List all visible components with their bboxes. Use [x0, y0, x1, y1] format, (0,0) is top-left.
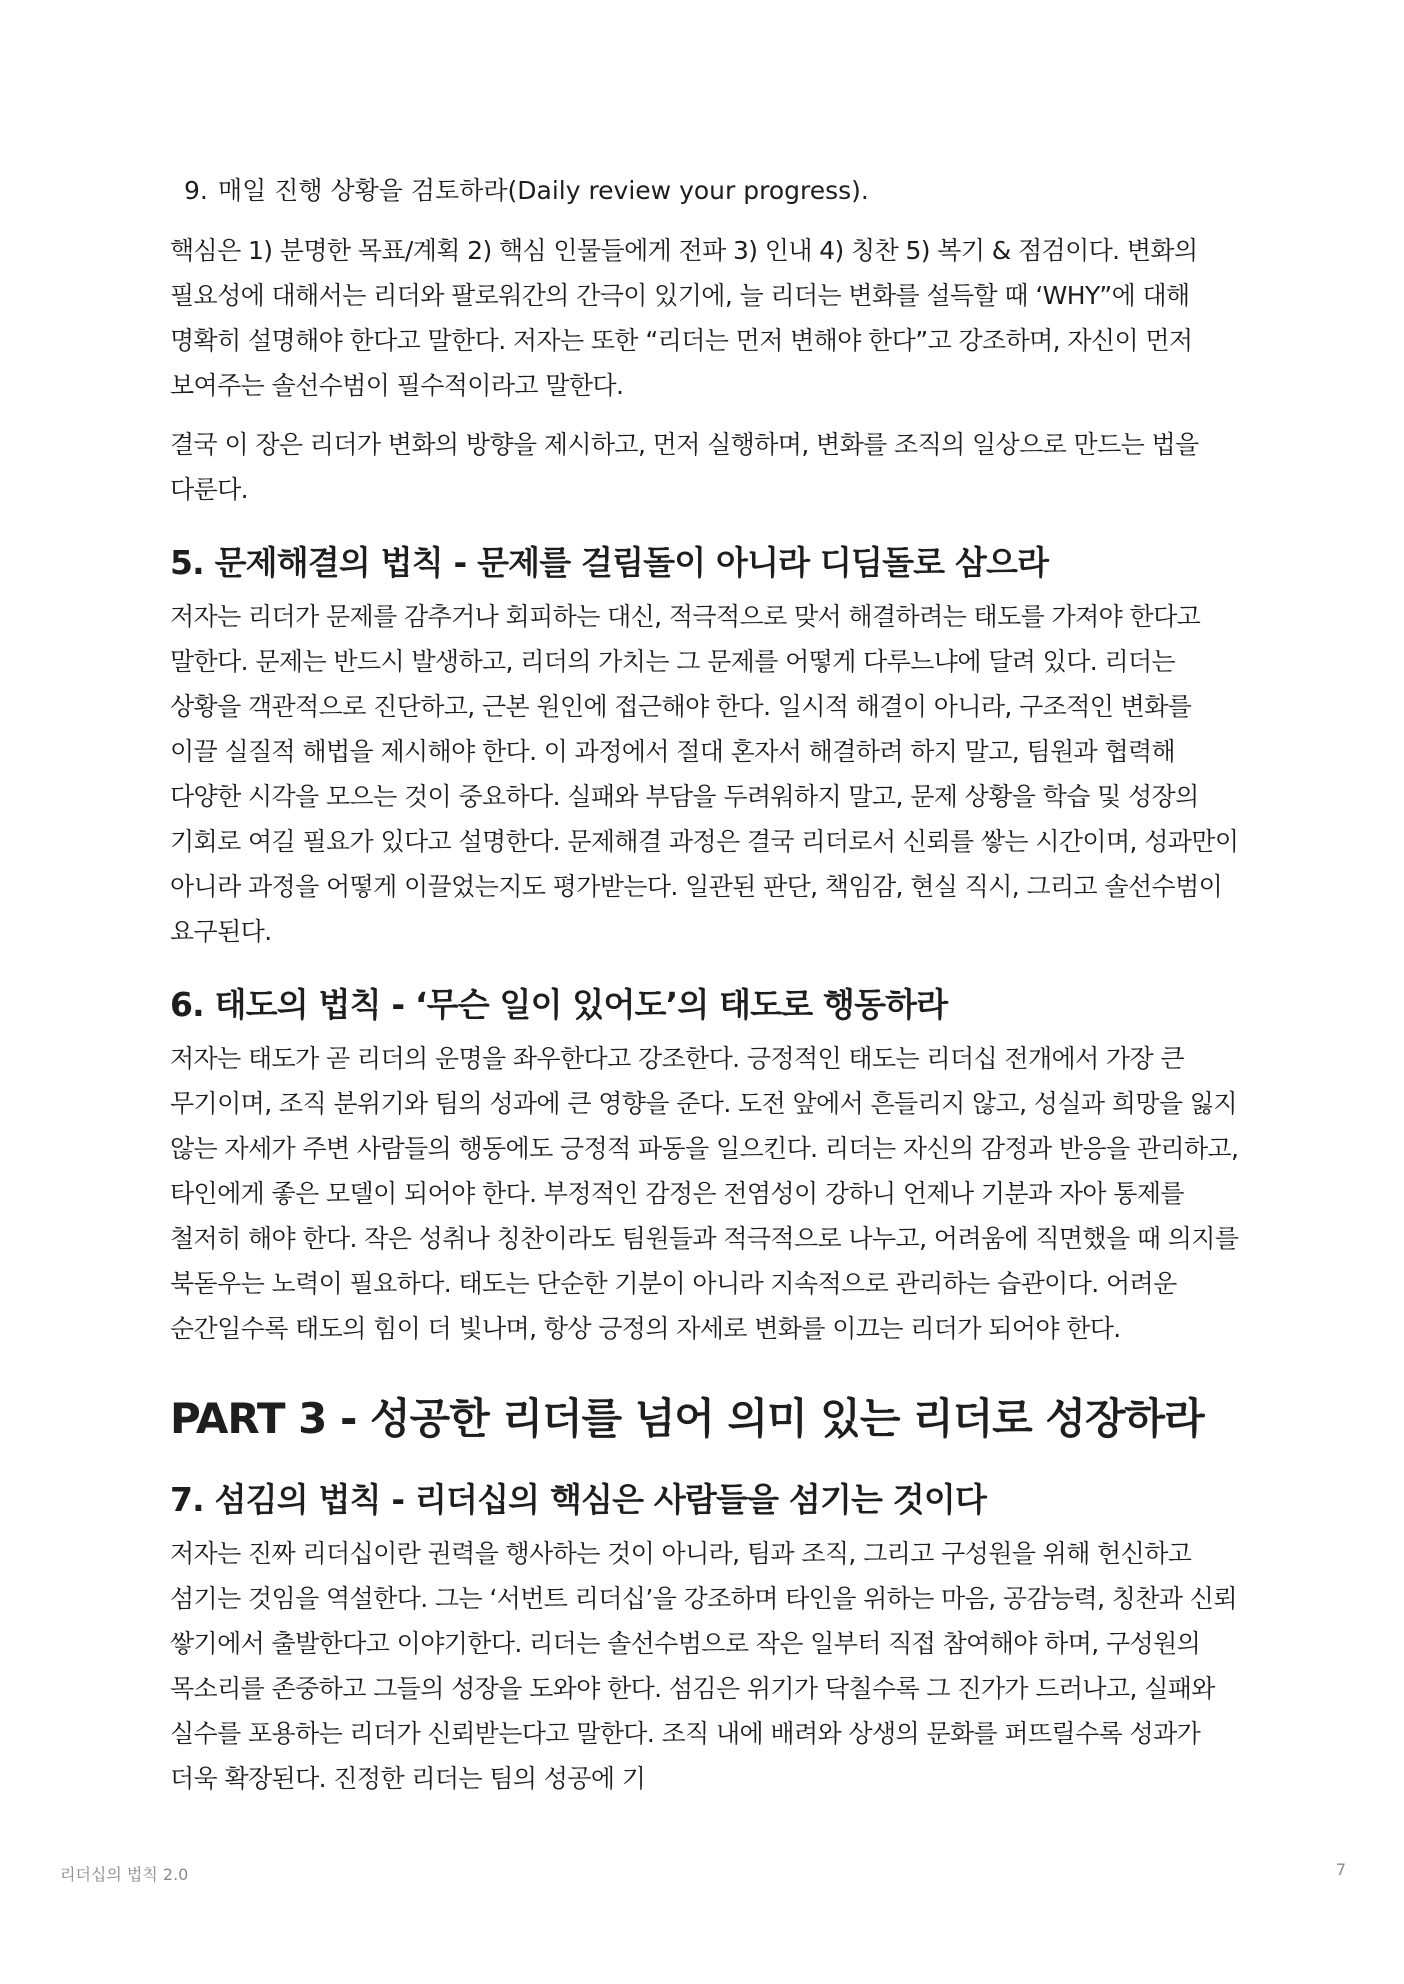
section-6-body: 저자는 태도가 곧 리더의 운명을 좌우한다고 강조한다. 긍정적인 태도는 리더십 전개에서 가장 큰 무기이며, 조직 분위기와 팀의 성과에 큰 영향을 준다. 도전 앞에서 흔들리지 않고, 성실과 희망을 잃지 않는 자세가 주변 사람들의 행동에도 긍정적 파동을 일으킨다. 리더는 자신의 감정과 반응을 관리하고, 타인에게 좋은 모델이 되어야 한다. 부정적인 감정은 전염성이 강하니 언제나 기분과 자아 통제를 철저히 해야 한다. 작은 성취나 칭찬이라도 팀원들과 적극적으로 나누고, 어려움에 직면했을 때 의지를 북돋우는 노력이 필요하다. 태도는 단순한 기분이 아니라 지속적으로 관리하는 습관이다. 어려운 순간일수록 태도의 힘이 더 빛나며, 항상 긍정의 자세로 변화를 이끄는 리더가 되어야 한다. — [170, 1044, 1239, 1343]
section-7-body: 저자는 진짜 리더십이란 권력을 행사하는 것이 아니라, 팀과 조직, 그리고 구성원을 위해 헌신하고 섬기는 것임을 역설한다. 그는 ‘서번트 리더십’을 강조하며 타인을 위하는 마음, 공감능력, 칭찬과 신뢰 쌓기에서 출발한다고 이야기한다. 리더는 솔선수범으로 작은 일부터 직접 참여해야 하며, 구성원의 목소리를 존중하고 그들의 성장을 도와야 한다. 섬김은 위기가 닥칠수록 그 진가가 드러나고, 실패와 실수를 포용하는 리더가 신뢰받는다고 말한다. 조직 내에 배려와 상생의 문화를 퍼뜨릴수록 성과가 더욱 확장된다. 진정한 리더는 팀의 성공에 기 — [170, 1539, 1237, 1793]
footer-book-title: 리더십의 법칙 2.0 — [60, 1865, 189, 1884]
part-3-heading: PART 3 - 성공한 리더를 넘어 의미 있는 리더로 성장하라 — [170, 1394, 1204, 1443]
footer-page-number: 7 — [1335, 1860, 1346, 1879]
list-item-text: 매일 진행 상황을 검토하라(Daily review your progress). — [218, 176, 869, 205]
document-page — [170, 168, 1240, 1815]
section-7-heading: 7. 섬김의 법칙 - 리더십의 핵심은 사람들을 섬기는 것이다 — [170, 1480, 987, 1519]
section-6-heading: 6. 태도의 법칙 - ‘무슨 일이 있어도’의 태도로 행동하라 — [170, 985, 948, 1024]
section-5-body: 저자는 리더가 문제를 감추거나 회피하는 대신, 적극적으로 맞서 해결하려는 태도를 가져야 한다고 말한다. 문제는 반드시 발생하고, 리더의 가치는 그 문제를 어떻게 다루느냐에 달려 있다. 리더는 상황을 객관적으로 진단하고, 근본 원인에 접근해야 한다. 일시적 해결이 아니라, 구조적인 변화를 이끌 실질적 해법을 제시해야 한다. 이 과정에서 절대 혼자서 해결하려 하지 말고, 팀원과 협력해 다양한 시각을 모으는 것이 중요하다. 실패와 부담을 두려워하지 말고, 문제 상황을 학습 및 성장의 기회로 여길 필요가 있다고 설명한다. 문제해결 과정은 결국 리더로서 신뢰를 쌓는 시간이며, 성과만이 아니라 과정을 어떻게 이끌었는지도 평가받는다. 일관된 판단, 책임감, 현실 직시, 그리고 솔선수범이 요구된다. — [170, 602, 1239, 946]
list-item — [184, 168, 1240, 214]
intro-paragraph-2: 결국 이 장은 리더가 변화의 방향을 제시하고, 먼저 실행하며, 변화를 조직의 일상으로 만드는 법을 다룬다. — [170, 430, 1199, 504]
list-item-number: 9. — [184, 176, 208, 205]
section-5-heading: 5. 문제해결의 법칙 - 문제를 걸림돌이 아니라 디딤돌로 삼으라 — [170, 543, 1049, 582]
intro-paragraph-1: 핵심은 1) 분명한 목표/계획 2) 핵심 인물들에게 전파 3) 인내 4) 칭찬 5) 복기 & 점검이다. 변화의 필요성에 대해서는 리더와 팔로워간의 간극이 있기에, 늘 리더는 변화를 설득할 때 ‘WHY”에 대해 명확히 설명해야 한다고 말한다. 저자는 또한 “리더는 먼저 변해야 한다”고 강조하며, 자신이 먼저 보여주는 솔선수범이 필수적이라고 말한다. — [170, 236, 1198, 400]
